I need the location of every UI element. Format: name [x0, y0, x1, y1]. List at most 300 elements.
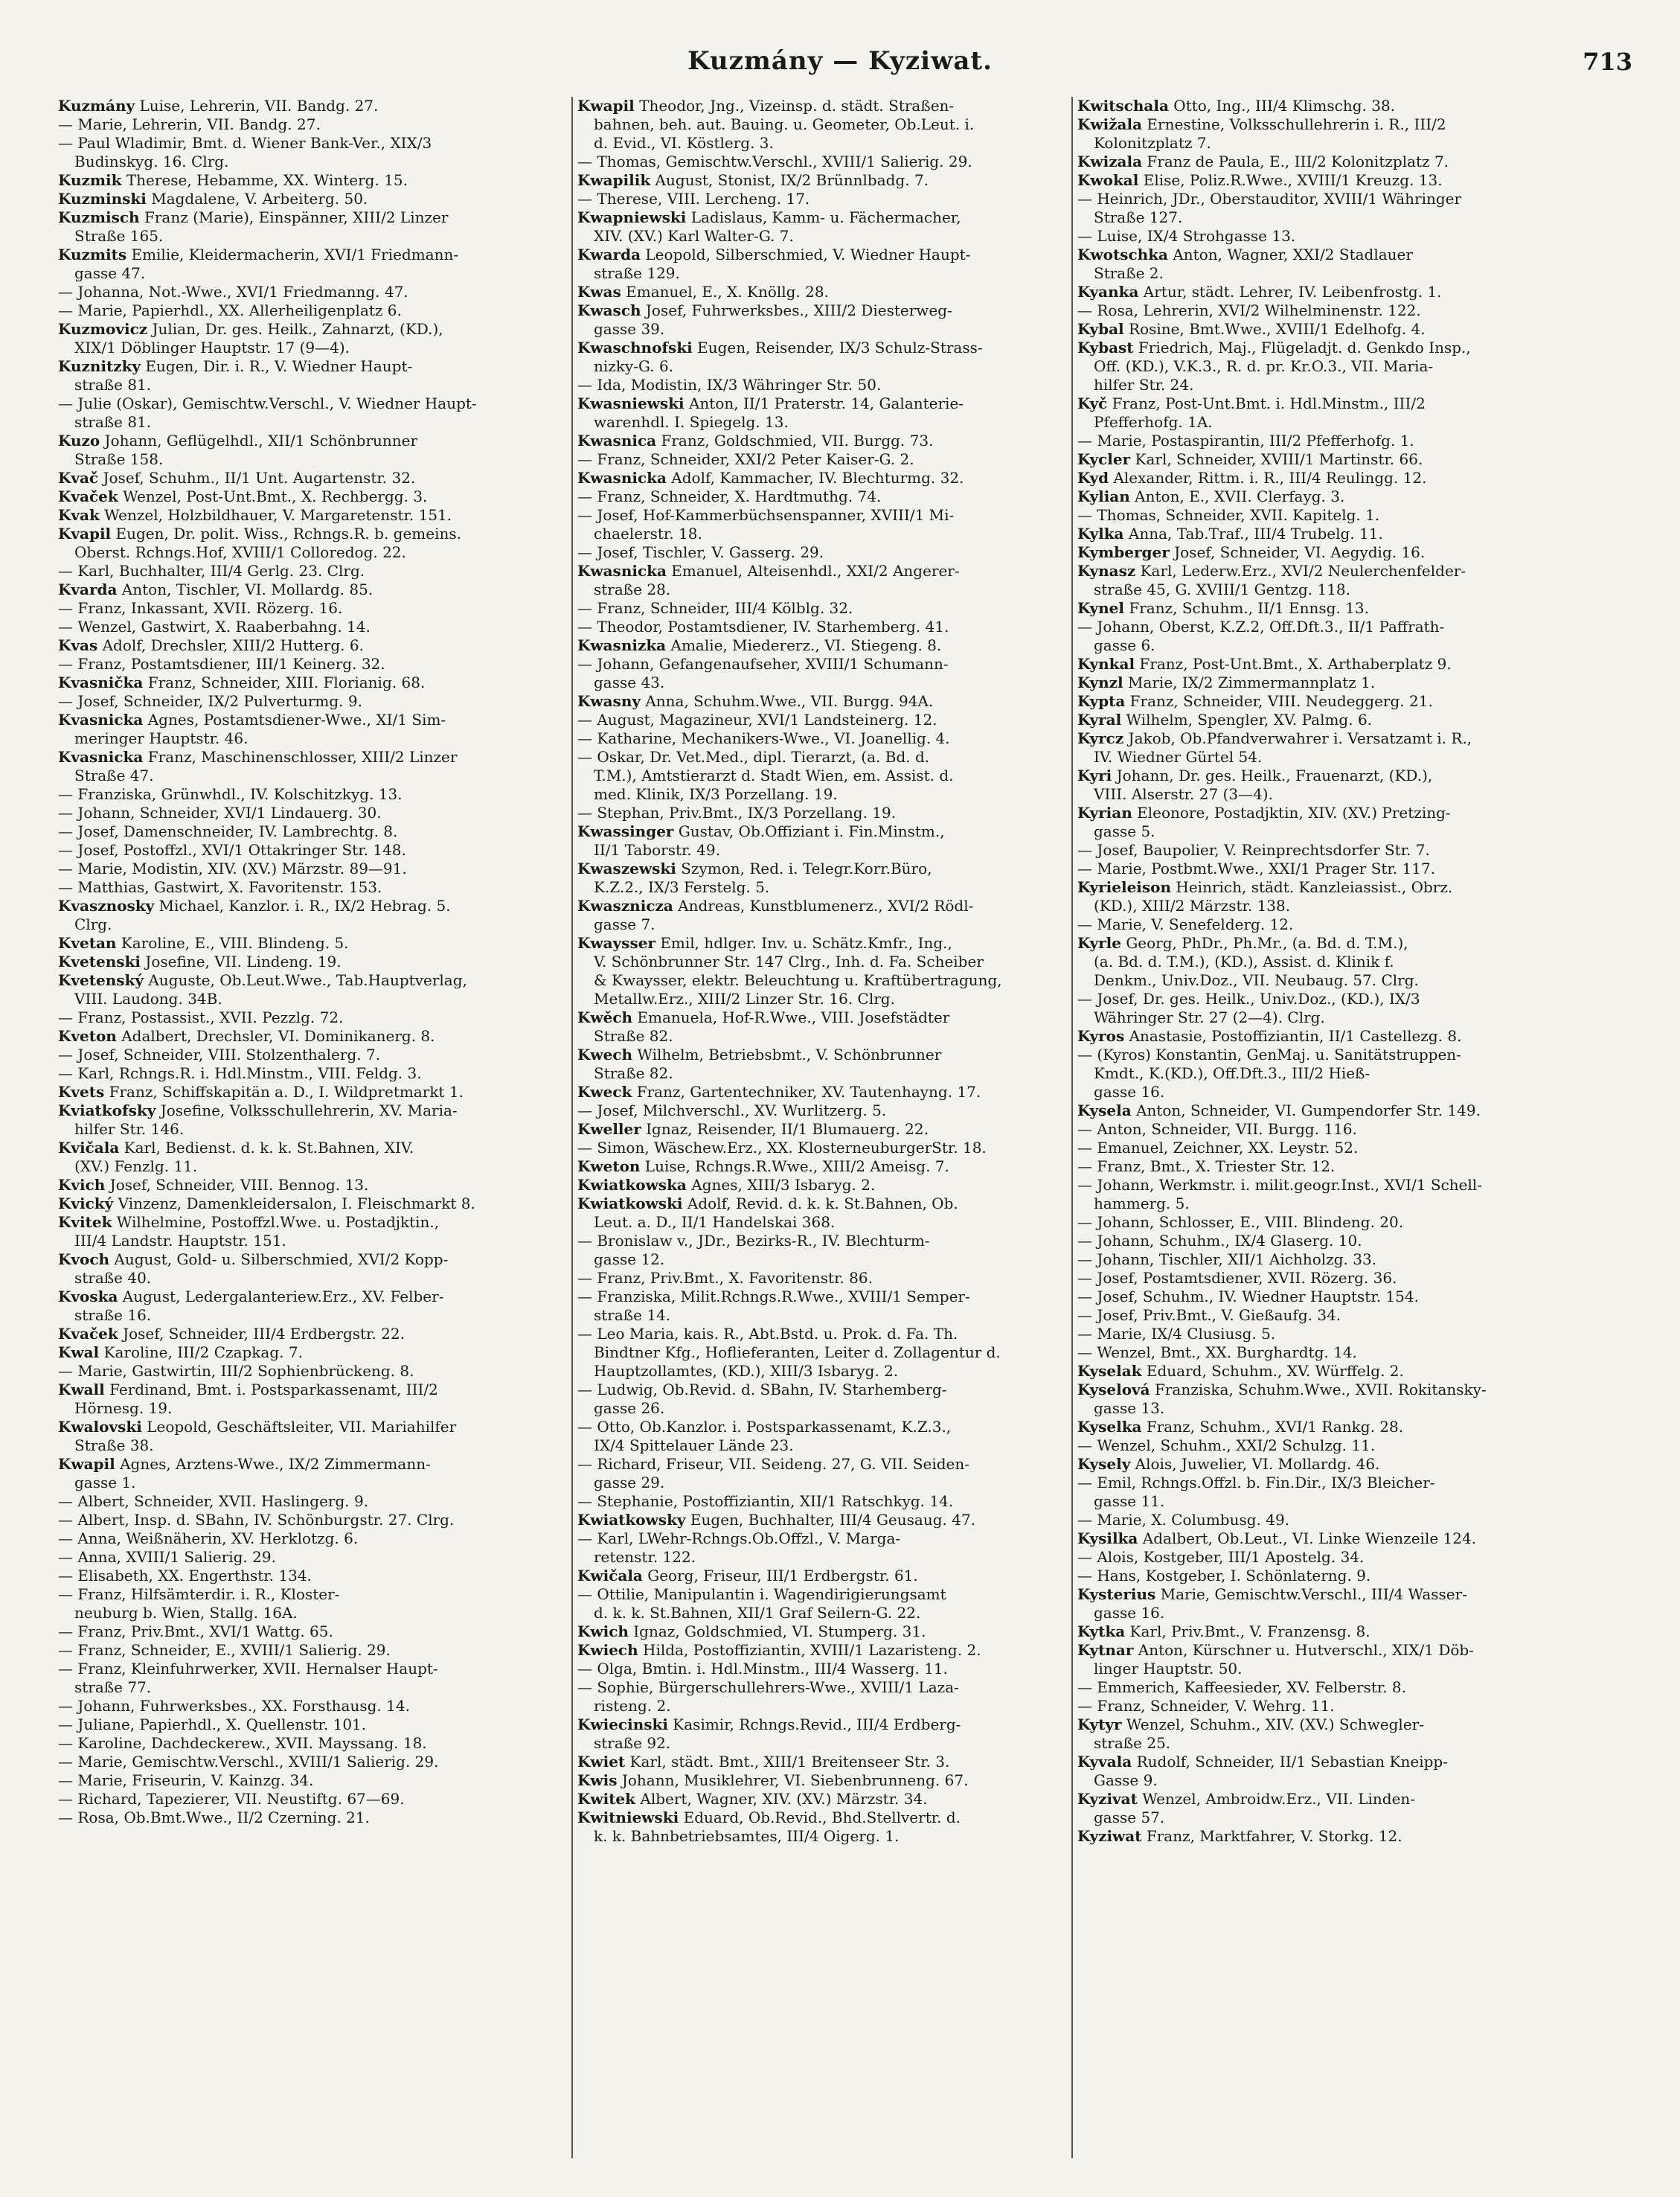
directory-entry: hilfer Str. 146. [74, 1120, 185, 1138]
directory-entry: — Josef, Schneider, IX/2 Pulverturmg. 9. [58, 692, 362, 710]
directory-entry: Denkm., Univ.Doz., VII. Neubaug. 57. Clrg. [1094, 971, 1419, 989]
surname: Kuzmány [58, 97, 135, 115]
surname: Kwasnicka [577, 469, 667, 487]
directory-entry: Kwasnicka Adolf, Kammacher, IV. Blechturmg. 32. [577, 469, 964, 487]
surname: Kvetan [58, 934, 117, 952]
surname: Kvetenský [58, 971, 144, 989]
directory-entry: Straße 165. [74, 227, 164, 245]
directory-entry: Kvoska August, Ledergalanteriew.Erz., XV. Felber- [58, 1288, 444, 1305]
directory-entry: — Anna, Weißnäherin, XV. Herklotzg. 6. [58, 1529, 359, 1547]
directory-entry: Kvitek Wilhelmine, Postoffzl.Wwe. u. Postadjktin., [58, 1213, 440, 1231]
directory-entry: — Luise, IX/4 Strohgasse 13. [1077, 227, 1296, 245]
directory-entry: Oberst. Rchngs.Hof, XVIII/1 Colloredog. 22. [74, 543, 406, 561]
surname: Kysilka [1077, 1529, 1138, 1547]
directory-entry: Kwaysser Emil, hdlger. Inv. u. Schätz.Kmfr., Ing., [577, 934, 952, 952]
surname: Kvoska [58, 1288, 118, 1305]
surname: Kypta [1077, 692, 1126, 710]
directory-entry: Budinskyg. 16. Clrg. [74, 153, 229, 170]
directory-entry: — Franz, Schneider, V. Wehrg. 11. [1077, 1697, 1335, 1715]
surname: Kvasnicka [58, 748, 144, 766]
directory-entry: K.Z.2., IX/3 Ferstelg. 5. [594, 878, 770, 896]
directory-entry: Hörnesg. 19. [74, 1399, 173, 1417]
directory-entry: Kvač Josef, Schuhm., II/1 Unt. Augartenstr. 32. [58, 469, 416, 487]
directory-entry: Kvaček Wenzel, Post-Unt.Bmt., X. Rechbergg. 3. [58, 487, 428, 505]
directory-entry: — Franz, Postassist., XVII. Pezzlg. 72. [58, 1008, 344, 1026]
surname: Kwech [577, 1046, 633, 1064]
directory-entry: Kyselová Franziska, Schuhm.Wwe., XVII. Rokitansky- [1077, 1381, 1487, 1398]
directory-entry: Kwaszewski Szymon, Red. i. Telegr.Korr.Büro, [577, 860, 932, 877]
directory-entry: straße 81. [74, 413, 152, 431]
directory-entry: Kuznitzky Eugen, Dir. i. R., V. Wiedner Haupt- [58, 357, 413, 375]
directory-entry: — Franz, Bmt., X. Triester Str. 12. [1077, 1157, 1336, 1175]
directory-entry: — Karl, Rchngs.R. i. Hdl.Minstm., VIII. Feldg. 3. [58, 1064, 422, 1082]
surname: Kweton [577, 1157, 641, 1175]
directory-entry: — Franz, Schneider, X. Hardtmuthg. 74. [577, 487, 882, 505]
directory-entry: Kwas Emanuel, E., X. Knöllg. 28. [577, 283, 829, 301]
directory-entry: — Franz, Hilfsämterdir. i. R., Kloster- [58, 1585, 340, 1603]
surname: Kyd [1077, 469, 1109, 487]
surname: Kwarda [577, 246, 641, 263]
directory-entry: — Emanuel, Zeichner, XX. Leystr. 52. [1077, 1139, 1359, 1157]
surname: Kvak [58, 506, 100, 524]
surname: Kyselová [1077, 1381, 1150, 1398]
surname: Kybast [1077, 339, 1134, 356]
directory-entry: d. k. k. St.Bahnen, XII/1 Graf Seilern-G. 22. [594, 1604, 921, 1622]
directory-entry: — Marie, Postaspirantin, III/2 Pfefferhofg. 1. [1077, 432, 1414, 450]
directory-entry: Kwižala Ernestine, Volksschullehrerin i. R., III/2 [1077, 115, 1446, 133]
directory-entry: med. Klinik, IX/3 Porzellang. 19. [594, 785, 838, 803]
directory-entry: — Johanna, Not.-Wwe., XVI/1 Friedmanng. 47. [58, 283, 408, 301]
directory-entry: hammerg. 5. [1094, 1195, 1190, 1212]
surname: Kytnar [1077, 1641, 1134, 1659]
surname: Kvitek [58, 1213, 112, 1231]
directory-entry: — Marie, Postbmt.Wwe., XXI/1 Prager Str. 117. [1077, 860, 1436, 877]
directory-entry: Kwal Karoline, III/2 Czapkag. 7. [58, 1343, 303, 1361]
surname: Kwotschka [1077, 246, 1168, 263]
directory-entry: straße 129. [594, 264, 680, 282]
directory-entry: — Johann, Oberst, K.Z.2, Off.Dft.3., II/1 Paffrath- [1077, 618, 1445, 636]
directory-entry: Kwapniewski Ladislaus, Kamm- u. Fächermacher, [577, 208, 961, 226]
surname: Kweller [577, 1120, 641, 1138]
directory-entry: gasse 43. [594, 674, 665, 691]
directory-entry: — Katharine, Mechanikers-Wwe., VI. Joanellig. 4. [577, 729, 950, 747]
directory-entry: — Franz, Kleinfuhrwerker, XVII. Hernalser Haupt- [58, 1660, 438, 1678]
surname: Kuzmovicz [58, 320, 148, 338]
directory-entry: Kwizala Franz de Paula, E., III/2 Kolonitzplatz 7. [1077, 153, 1449, 170]
surname: Kwall [58, 1381, 105, 1398]
directory-entry: — Anna, XVIII/1 Salierig. 29. [58, 1548, 276, 1566]
directory-entry: straße 77. [74, 1678, 152, 1696]
directory-entry: Kwokal Elise, Poliz.R.Wwe., XVIII/1 Kreuzg. 13. [1077, 171, 1443, 189]
directory-entry: — Ida, Modistin, IX/3 Währinger Str. 50. [577, 376, 882, 394]
directory-entry: — Wenzel, Bmt., XX. Burghardtg. 14. [1077, 1343, 1357, 1361]
surname: Kuzmisch [58, 208, 140, 226]
directory-entry: Kwaschnofski Eugen, Reisender, IX/3 Schulz-Strass- [577, 339, 983, 356]
directory-entry: Kyri Johann, Dr. ges. Heilk., Frauenarzt, (KD.), [1077, 767, 1433, 784]
directory-entry: Kyrcz Jakob, Ob.Pfandverwahrer i. Versatzamt i. R., [1077, 729, 1472, 747]
directory-entry: Kyrian Eleonore, Postadjktin, XIV. (XV.) Pretzing- [1077, 804, 1451, 822]
directory-entry: Kmdt., K.(KD.), Off.Dft.3., III/2 Hieß- [1094, 1064, 1370, 1082]
directory-entry: Kwich Ignaz, Goldschmied, VI. Stumperg. 31. [577, 1622, 926, 1640]
directory-entry: Off. (KD.), V.K.3., R. d. pr. Kr.O.3., VII. Maria- [1094, 357, 1434, 375]
directory-entry: Kvets Franz, Schiffskapitän a. D., I. Wildpretmarkt 1. [58, 1083, 464, 1101]
directory-entry: Kwitniewski Eduard, Ob.Revid., Bhd.Stellvertr. d. [577, 1809, 961, 1826]
surname: Kyrle [1077, 934, 1121, 952]
surname: Kviatkofsky [58, 1101, 156, 1119]
directory-entry: — Therese, VIII. Lercheng. 17. [577, 190, 810, 208]
directory-entry: Kytka Karl, Priv.Bmt., V. Franzensg. 8. [1077, 1622, 1370, 1640]
directory-entry: gasse 16. [1094, 1083, 1165, 1101]
column-2 [577, 97, 1092, 2158]
directory-entry: — Johann, Tischler, XII/1 Aichholzg. 33. [1077, 1250, 1377, 1268]
directory-entry: Straße 47. [74, 767, 154, 784]
surname: Kvasnicka [58, 711, 144, 729]
surname: Kwěch [577, 1008, 633, 1026]
directory-entry: Kynel Franz, Schuhm., II/1 Ennsg. 13. [1077, 599, 1369, 617]
surname: Kwiatkowsky [577, 1511, 686, 1529]
page-number: 713 [1583, 48, 1632, 76]
surname: Kyziwat [1077, 1827, 1142, 1845]
directory-entry: — Marie, Modistin, XIV. (XV.) Märzstr. 89—91. [58, 860, 407, 877]
directory-entry: Kwassinger Gustav, Ob.Offiziant i. Fin.Minstm., [577, 822, 945, 840]
surname: Kwiecinski [577, 1715, 668, 1733]
directory-entry: — Stephanie, Postoffiziantin, XII/1 Ratschkyg. 14. [577, 1492, 954, 1510]
directory-entry: — Thomas, Schneider, XVII. Kapitelg. 1. [1077, 506, 1380, 524]
directory-entry: — Franz, Schneider, XXI/2 Peter Kaiser-G. 2. [577, 450, 914, 468]
directory-entry: Leut. a. D., II/1 Handelskai 368. [594, 1213, 836, 1231]
surname: Kwižala [1077, 115, 1143, 133]
surname: Kwičala [577, 1567, 643, 1584]
directory-entry: straße 45, G. XVIII/1 Gentzg. 118. [1094, 581, 1350, 598]
directory-entry: Kwarda Leopold, Silberschmied, V. Wiedner Haupt- [577, 246, 971, 263]
directory-entry: — Josef, Schneider, VIII. Stolzenthalerg. 7. [58, 1046, 381, 1064]
directory-entry: Kylka Anna, Tab.Traf., III/4 Trubelg. 11. [1077, 525, 1383, 543]
directory-entry: Kyziwat Franz, Marktfahrer, V. Storkg. 12. [1077, 1827, 1402, 1845]
directory-entry: Straße 2. [1094, 264, 1164, 282]
directory-entry: — Marie, Friseurin, V. Kainzg. 34. [58, 1771, 314, 1789]
directory-entry: Hauptzollamtes, (KD.), XIII/3 Isbaryg. 2. [594, 1362, 899, 1380]
directory-entry: gasse 13. [1094, 1399, 1165, 1417]
column-3 [1077, 97, 1613, 2158]
directory-entry: IX/4 Spittelauer Lände 23. [594, 1436, 794, 1454]
directory-entry: Kuzmány Luise, Lehrerin, VII. Bandg. 27. [58, 97, 379, 115]
directory-entry: — Josef, Damenschneider, IV. Lambrechtg. 8. [58, 822, 398, 840]
directory-entry: — Wenzel, Schuhm., XXI/2 Schulzg. 11. [1077, 1436, 1376, 1454]
directory-entry: Kycler Karl, Schneider, XVIII/1 Martinstr. 66. [1077, 450, 1423, 468]
directory-entry: Kuzmovicz Julian, Dr. ges. Heilk., Zahnarzt, (KD.), [58, 320, 443, 338]
directory-entry: risteng. 2. [594, 1697, 671, 1715]
surname: Kwas [577, 283, 621, 301]
directory-entry: — Albert, Insp. d. SBahn, IV. Schönburgstr. 27. Clrg. [58, 1511, 455, 1529]
directory-entry: Kwitek Albert, Wagner, XIV. (XV.) Märzstr. 34. [577, 1790, 928, 1808]
surname: Kylian [1077, 487, 1130, 505]
directory-entry: bahnen, beh. aut. Bauing. u. Geometer, Ob.Leut. i. [594, 115, 975, 133]
surname: Kvač [58, 469, 99, 487]
directory-entry: Kyvala Rudolf, Schneider, II/1 Sebastian Kneipp- [1077, 1753, 1448, 1771]
directory-entry: — (Kyros) Konstantin, GenMaj. u. Sanitätstruppen- [1077, 1046, 1461, 1064]
directory-entry: Kvapil Eugen, Dr. polit. Wiss., Rchngs.R. b. gemeins. [58, 525, 462, 543]
directory-entry: hilfer Str. 24. [1094, 376, 1194, 394]
surname: Kwapniewski [577, 208, 687, 226]
surname: Kyzivat [1077, 1790, 1138, 1808]
surname: Kwal [58, 1343, 100, 1361]
directory-entry: — Anton, Schneider, VII. Burgg. 116. [1077, 1120, 1357, 1138]
directory-entry: Kybast Friedrich, Maj., Flügeladjt. d. Genkdo Insp., [1077, 339, 1471, 356]
surname: Kwitschala [1077, 97, 1169, 115]
surname: Kvičala [58, 1139, 120, 1157]
directory-entry: — Alois, Kostgeber, III/1 Apostelg. 34. [1077, 1548, 1365, 1566]
directory-entry: straße 25. [1094, 1734, 1171, 1752]
directory-entry: — Ottilie, Manipulantin i. Wagendirigierungsamt [577, 1585, 946, 1603]
directory-entry: — Josef, Milchverschl., XV. Wurlitzerg. 5. [577, 1101, 887, 1119]
directory-entry: Kwiech Hilda, Postoffiziantin, XVIII/1 Lazaristeng. 2. [577, 1641, 981, 1659]
directory-entry: linger Hauptstr. 50. [1094, 1660, 1243, 1678]
directory-entry: Kynasz Karl, Lederw.Erz., XVI/2 Neulerchenfelder- [1077, 562, 1466, 580]
directory-entry: — Ludwig, Ob.Revid. d. SBahn, IV. Starhemberg- [577, 1381, 947, 1398]
directory-entry: Kwiatkowsky Eugen, Buchhalter, III/4 Geusaug. 47. [577, 1511, 976, 1529]
directory-entry: Straße 82. [594, 1027, 673, 1045]
directory-entry: gasse 29. [594, 1474, 665, 1491]
directory-entry: Kwotschka Anton, Wagner, XXI/2 Stadlauer [1077, 246, 1413, 263]
surname: Kwapilik [577, 171, 651, 189]
surname: Kvický [58, 1195, 114, 1212]
directory-entry: — August, Magazineur, XVI/1 Landsteinerg. 12. [577, 711, 937, 729]
directory-entry: Kyč Franz, Post-Unt.Bmt. i. Hdl.Minstm., III/2 [1077, 394, 1426, 412]
directory-entry: Gasse 9. [1094, 1771, 1158, 1789]
surname: Kvas [58, 636, 98, 654]
directory-entry: Kviatkofsky Josefine, Volksschullehrerin, XV. Maria- [58, 1101, 458, 1119]
surname: Kwasnizka [577, 636, 667, 654]
surname: Kwalovski [58, 1418, 142, 1436]
directory-entry: IV. Wiedner Gürtel 54. [1094, 748, 1263, 766]
surname: Kwapil [577, 97, 635, 115]
surname: Kvoch [58, 1250, 110, 1268]
directory-entry: Kuzminski Magdalene, V. Arbeiterg. 50. [58, 190, 368, 208]
directory-entry: Kwasniewski Anton, II/1 Praterstr. 14, Galanterie- [577, 394, 964, 412]
surname: Kvich [58, 1176, 106, 1194]
directory-entry: Kweller Ignaz, Reisender, II/1 Blumauerg. 22. [577, 1120, 929, 1138]
directory-entry: — Franz, Schneider, E., XVIII/1 Salierig. 29. [58, 1641, 391, 1659]
directory-entry: — Olga, Bmtin. i. Hdl.Minstm., III/4 Wasserg. 11. [577, 1660, 948, 1678]
directory-entry: — Josef, Postoffzl., XVI/1 Ottakringer Str. 148. [58, 841, 406, 859]
directory-entry: Kvetan Karoline, E., VIII. Blindeng. 5. [58, 934, 349, 952]
directory-entry: — Johann, Schneider, XVI/1 Lindauerg. 30. [58, 804, 382, 822]
directory-entry: — Johann, Gefangenaufseher, XVIII/1 Schumann- [577, 655, 949, 673]
directory-entry: — Franz, Priv.Bmt., XVI/1 Wattg. 65. [58, 1622, 333, 1640]
directory-entry: Straße 82. [594, 1064, 673, 1082]
directory-entry: (a. Bd. d. T.M.), (KD.), Assist. d. Klinik f. [1094, 953, 1394, 970]
directory-entry: gasse 5. [1094, 822, 1155, 840]
surname: Kytka [1077, 1622, 1126, 1640]
directory-entry: — Josef, Postamtsdiener, XVII. Rözerg. 36. [1077, 1269, 1397, 1287]
page-header [0, 46, 1680, 91]
directory-entry: Kwapil Theodor, Jng., Vizeinsp. d. städt. Straßen- [577, 97, 955, 115]
directory-entry: Kuzmits Emilie, Kleidermacherin, XVI/1 Friedmann- [58, 246, 459, 263]
directory-entry: Kyrieleison Heinrich, städt. Kanzleiassist., Obrz. [1077, 878, 1453, 896]
directory-entry: Kuzo Johann, Geflügelhdl., XII/1 Schönbrunner [58, 432, 418, 450]
directory-entry: Kyselak Eduard, Schuhm., XV. Würffelg. 2. [1077, 1362, 1404, 1380]
directory-entry: Kwech Wilhelm, Betriebsbmt., V. Schönbrunner [577, 1046, 942, 1064]
directory-entry: gasse 39. [594, 320, 665, 338]
surname: Kynasz [1077, 562, 1136, 580]
directory-entry: — Albert, Schneider, XVII. Haslingerg. 9. [58, 1492, 369, 1510]
directory-entry: & Kwaysser, elektr. Beleuchtung u. Kraftübertragung, [594, 971, 1002, 989]
directory-entry: — Stephan, Priv.Bmt., IX/3 Porzellang. 19. [577, 804, 897, 822]
directory-entry: Kyd Alexander, Rittm. i. R., III/4 Reulingg. 12. [1077, 469, 1427, 487]
surname: Kvasnička [58, 674, 144, 691]
directory-entry: — Wenzel, Gastwirt, X. Raaberbahng. 14. [58, 618, 371, 636]
directory-entry: Kwěch Emanuela, Hof-R.Wwe., VIII. Josefstädter [577, 1008, 950, 1026]
directory-entry: III/4 Landstr. Hauptstr. 151. [74, 1232, 286, 1250]
surname: Kwis [577, 1771, 618, 1789]
directory-entry: Kwapil Agnes, Arztens-Wwe., IX/2 Zimmermann- [58, 1455, 431, 1473]
surname: Kyri [1077, 767, 1112, 784]
directory-entry: — Franz, Schneider, III/4 Kölblg. 32. [577, 599, 853, 617]
surname: Kyros [1077, 1027, 1125, 1045]
directory-entry: — Marie, Papierhdl., XX. Allerheiligenplatz 6. [58, 301, 402, 319]
directory-entry: — Karoline, Dachdeckerew., XVII. Mayssang. 18. [58, 1734, 427, 1752]
directory-entry: gasse 47. [74, 264, 146, 282]
directory-entry: — Josef, Dr. ges. Heilk., Univ.Doz., (KD.), IX/3 [1077, 990, 1420, 1008]
surname: Kwasnica [577, 432, 657, 450]
directory-entry: gasse 7. [594, 915, 655, 933]
surname: Kytyr [1077, 1715, 1122, 1733]
surname: Kwiatkowska [577, 1176, 687, 1194]
directory-entry: — Josef, Priv.Bmt., V. Gießaufg. 34. [1077, 1306, 1341, 1324]
surname: Kycler [1077, 450, 1131, 468]
directory-entry: Kwasch Josef, Fuhrwerksbes., XIII/2 Diesterweg- [577, 301, 952, 319]
surname: Kwasniewski [577, 394, 684, 412]
directory-entry: XIV. (XV.) Karl Walter-G. 7. [594, 227, 794, 245]
surname: Kwiatkowski [577, 1195, 683, 1212]
directory-entry: Kvoch August, Gold- u. Silberschmied, XVI/2 Kopp- [58, 1250, 449, 1268]
directory-entry: warenhdl. I. Spiegelg. 13. [594, 413, 789, 431]
directory-entry: — Heinrich, JDr., Oberstauditor, XVIII/1 Währinger [1077, 190, 1462, 208]
directory-entry: Kwičala Georg, Friseur, III/1 Erdbergstr. 61. [577, 1567, 918, 1584]
directory-entry: neuburg b. Wien, Stallg. 16A. [74, 1604, 298, 1622]
directory-entry: Kylian Anton, E., XVII. Clerfayg. 3. [1077, 487, 1345, 505]
directory-entry: straße 40. [74, 1269, 152, 1287]
directory-entry: — Julie (Oskar), Gemischtw.Verschl., V. Wiedner Haupt- [58, 394, 477, 412]
directory-entry: — Richard, Friseur, VII. Seideng. 27, G. VII. Seiden- [577, 1455, 970, 1473]
directory-entry: — Richard, Tapezierer, VII. Neustiftg. 67—69. [58, 1790, 405, 1808]
surname: Kvasznosky [58, 897, 155, 915]
directory-entry: — Johann, Schuhm., IX/4 Glaserg. 10. [1077, 1232, 1362, 1250]
directory-entry: Währinger Str. 27 (2—4). Clrg. [1094, 1008, 1325, 1026]
directory-entry: Kwiecinski Kasimir, Rchngs.Revid., III/4 Erdberg- [577, 1715, 961, 1733]
directory-entry: — Franziska, Grünwhdl., IV. Kolschitzkyg. 13. [58, 785, 403, 803]
surname: Kwitniewski [577, 1809, 679, 1826]
directory-entry: Kuzmik Therese, Hebamme, XX. Winterg. 15. [58, 171, 408, 189]
directory-entry: — Marie, X. Columbusg. 49. [1077, 1511, 1290, 1529]
directory-entry: gasse 57. [1094, 1809, 1165, 1826]
directory-entry: — Juliane, Papierhdl., X. Quellenstr. 101. [58, 1715, 367, 1733]
directory-entry: Kvasznosky Michael, Kanzlor. i. R., IX/2 Hebrag. 5. [58, 897, 451, 915]
column-1 [58, 97, 564, 2158]
directory-entry: — Sophie, Bürgerschullehrers-Wwe., XVIII/1 Laza- [577, 1678, 959, 1696]
directory-entry: Kvičala Karl, Bedienst. d. k. k. St.Bahnen, XIV. [58, 1139, 414, 1157]
directory-entry: Kwalovski Leopold, Geschäftsleiter, VII. Mariahilfer [58, 1418, 457, 1436]
directory-entry: (KD.), XIII/2 Märzstr. 138. [1094, 897, 1291, 915]
directory-entry: gasse 12. [594, 1250, 665, 1268]
directory-entry: retenstr. 122. [594, 1548, 696, 1566]
directory-entry: Bindtner Kfg., Hoflieferanten, Leiter d. Zollagentur d. [594, 1343, 1001, 1361]
directory-entry: T.M.), Amtstierarzt d. Stadt Wien, em. Assist. d. [594, 767, 954, 784]
directory-entry: Kypta Franz, Schneider, VIII. Neudeggerg. 21. [1077, 692, 1433, 710]
directory-entry: XIX/1 Döblinger Hauptstr. 17 (9—4). [74, 339, 350, 356]
directory-entry: — Leo Maria, kais. R., Abt.Bstd. u. Prok. d. Fa. Th. [577, 1325, 958, 1343]
surname: Kvetenski [58, 953, 141, 970]
surname: Kwasnicka [577, 562, 667, 580]
surname: Kwiet [577, 1753, 626, 1771]
directory-entry: Kyselka Franz, Schuhm., XVI/1 Rankg. 28. [1077, 1418, 1404, 1436]
surname: Kwaschnofski [577, 339, 693, 356]
directory-entry: Kvetenski Josefine, VII. Lindeng. 19. [58, 953, 342, 970]
directory-entry: straße 16. [74, 1306, 152, 1324]
directory-entry: — Bronislaw v., JDr., Bezirks-R., IV. Blechturm- [577, 1232, 930, 1250]
directory-entry: II/1 Taborstr. 49. [594, 841, 720, 859]
directory-entry: Straße 158. [74, 450, 164, 468]
directory-entry: Kwasnizka Amalie, Miedererz., VI. Stiegeng. 8. [577, 636, 942, 654]
column-divider [571, 97, 573, 2158]
directory-entry: Kytyr Wenzel, Schuhm., XIV. (XV.) Schwegler- [1077, 1715, 1424, 1733]
directory-entry: Kwiet Karl, städt. Bmt., XIII/1 Breitenseer Str. 3. [577, 1753, 950, 1771]
directory-entry: — Marie, Gastwirtin, III/2 Sophienbrückeng. 8. [58, 1362, 414, 1380]
directory-entry: Kwasznicza Andreas, Kunstblumenerz., XVI/2 Rödl- [577, 897, 974, 915]
directory-entry: gasse 1. [74, 1474, 136, 1491]
surname: Kybal [1077, 320, 1124, 338]
directory-entry: — Rosa, Lehrerin, XVI/2 Wilhelminenstr. 122. [1077, 301, 1421, 319]
directory-entry: V. Schönbrunner Str. 147 Clrg., Inh. d. Fa. Scheiber [594, 953, 984, 970]
surname: Kweck [577, 1083, 632, 1101]
surname: Kyrcz [1077, 729, 1124, 747]
surname: Kwokal [1077, 171, 1139, 189]
directory-entry: Kuzmisch Franz (Marie), Einspänner, XIII/2 Linzer [58, 208, 449, 226]
directory-entry: Kvasnička Franz, Schneider, XIII. Florianig. 68. [58, 674, 426, 691]
surname: Kwizala [1077, 153, 1143, 170]
surname: Kynzl [1077, 674, 1123, 691]
directory-entry: Kwiatkowski Adolf, Revid. d. k. k. St.Bahnen, Ob. [577, 1195, 958, 1212]
directory-entry: nizky-G. 6. [594, 357, 674, 375]
directory-entry: Kysely Alois, Juwelier, VI. Mollardg. 46. [1077, 1455, 1380, 1473]
surname: Kvarda [58, 581, 118, 598]
directory-entry: gasse 6. [1094, 636, 1155, 654]
directory-entry: d. Evid., VI. Köstlerg. 3. [594, 134, 774, 152]
surname: Kysely [1077, 1455, 1131, 1473]
directory-entry: Kwall Ferdinand, Bmt. i. Postsparkassenamt, III/2 [58, 1381, 438, 1398]
directory-entry: — Matthias, Gastwirt, X. Favoritenstr. 153. [58, 878, 382, 896]
directory-entry: — Franz, Inkassant, XVII. Rözerg. 16. [58, 599, 343, 617]
directory-entry: straße 14. [594, 1306, 671, 1324]
directory-entry: Kvický Vinzenz, Damenkleidersalon, I. Fleischmarkt 8. [58, 1195, 475, 1212]
directory-entry: Kveton Adalbert, Drechsler, VI. Dominikanerg. 8. [58, 1027, 435, 1045]
surname: Kwich [577, 1622, 629, 1640]
surname: Kysterius [1077, 1585, 1156, 1603]
directory-entry: Kysterius Marie, Gemischtw.Verschl., III/4 Wasser- [1077, 1585, 1467, 1603]
directory-entry: — Hans, Kostgeber, I. Schönlaterng. 9. [1077, 1567, 1371, 1584]
directory-entry: — Marie, IX/4 Clusiusg. 5. [1077, 1325, 1276, 1343]
page-title: Kuzmány — Kyziwat. [687, 46, 993, 76]
surname: Kyč [1077, 394, 1108, 412]
directory-entry: Kyanka Artur, städt. Lehrer, IV. Leibenfrostg. 1. [1077, 283, 1442, 301]
surname: Kuzo [58, 432, 100, 450]
surname: Kyanka [1077, 283, 1139, 301]
directory-entry: k. k. Bahnbetriebsamtes, III/4 Oigerg. 1. [594, 1827, 900, 1845]
surname: Kwasch [577, 301, 641, 319]
surname: Kwaysser [577, 934, 655, 952]
directory-entry: Kvak Wenzel, Holzbildhauer, V. Margaretenstr. 151. [58, 506, 452, 524]
directory-entry: — Josef, Hof-Kammerbüchsenspanner, XVIII/1 Mi- [577, 506, 955, 524]
